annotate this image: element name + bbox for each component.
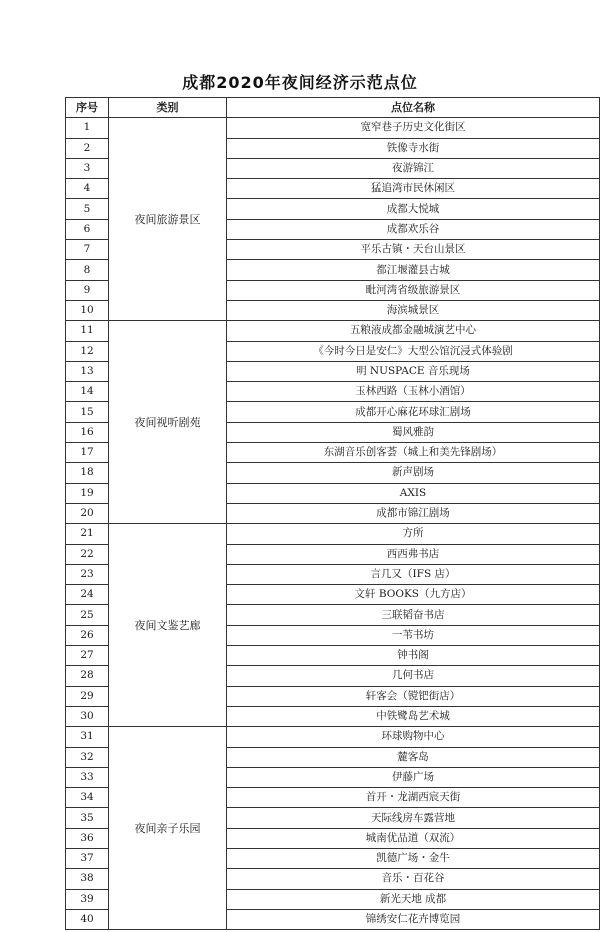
site-name: 言几又（IFS 店） bbox=[227, 564, 600, 584]
row-number: 24 bbox=[66, 585, 109, 605]
site-name: 成都市锦江剧场 bbox=[227, 503, 600, 523]
table-body bbox=[66, 118, 600, 930]
row-number: 23 bbox=[66, 564, 109, 584]
site-name: 音乐・百花谷 bbox=[227, 869, 600, 889]
page-title: 成都2020年夜间经济示范点位 bbox=[182, 73, 418, 92]
row-number: 40 bbox=[66, 909, 109, 929]
site-name: 文轩 BOOKS（九方店） bbox=[227, 585, 600, 605]
row-number: 29 bbox=[66, 686, 109, 706]
row-number: 26 bbox=[66, 625, 109, 645]
site-name: 中铁鹭岛艺术城 bbox=[227, 706, 600, 726]
site-name: 一苇书坊 bbox=[227, 625, 600, 645]
table-row bbox=[66, 321, 600, 341]
category-cell: 夜间视听剧苑 bbox=[109, 321, 227, 524]
row-number: 13 bbox=[66, 361, 109, 381]
row-number: 16 bbox=[66, 422, 109, 442]
row-number: 21 bbox=[66, 524, 109, 544]
row-number: 31 bbox=[66, 727, 109, 747]
site-name: 宽窄巷子历史文化街区 bbox=[227, 118, 600, 138]
site-name: 新光天地 成都 bbox=[227, 889, 600, 909]
site-name: 钟书阁 bbox=[227, 646, 600, 666]
table-header-row bbox=[66, 98, 600, 118]
row-number: 28 bbox=[66, 666, 109, 686]
site-name: 轩客会（镋钯街店） bbox=[227, 686, 600, 706]
site-name: 都江堰灌县古城 bbox=[227, 260, 600, 280]
site-name: 毗河湾省级旅游景区 bbox=[227, 280, 600, 300]
site-name: 海滨城景区 bbox=[227, 300, 600, 320]
row-number: 39 bbox=[66, 889, 109, 909]
site-name: 猛追湾市民休闲区 bbox=[227, 179, 600, 199]
site-name: AXIS bbox=[227, 483, 600, 503]
row-number: 33 bbox=[66, 767, 109, 787]
table-row bbox=[66, 524, 600, 544]
site-name: 伊藤广场 bbox=[227, 767, 600, 787]
site-name: 凯德广场・金牛 bbox=[227, 848, 600, 868]
row-number: 25 bbox=[66, 605, 109, 625]
site-name: 明 NUSPACE 音乐现场 bbox=[227, 361, 600, 381]
site-name: 玉林西路（玉林小酒馆） bbox=[227, 382, 600, 402]
site-name: 成都大悦城 bbox=[227, 199, 600, 219]
row-number: 6 bbox=[66, 219, 109, 239]
row-number: 30 bbox=[66, 706, 109, 726]
site-name: 成都欢乐谷 bbox=[227, 219, 600, 239]
site-name: 蜀风雅韵 bbox=[227, 422, 600, 442]
row-number: 5 bbox=[66, 199, 109, 219]
category-cell: 夜间亲子乐园 bbox=[109, 727, 227, 930]
row-number: 38 bbox=[66, 869, 109, 889]
site-name: 环球购物中心 bbox=[227, 727, 600, 747]
site-name: 铁像寺水街 bbox=[227, 138, 600, 158]
site-name: 《今时今日是安仁》大型公馆沉浸式体验剧 bbox=[227, 341, 600, 361]
site-name: 西西弗书店 bbox=[227, 544, 600, 564]
site-name: 城南优品道（双流） bbox=[227, 828, 600, 848]
row-number: 34 bbox=[66, 788, 109, 808]
site-name: 几何书店 bbox=[227, 666, 600, 686]
site-name: 方所 bbox=[227, 524, 600, 544]
table-row bbox=[66, 118, 600, 138]
row-number: 27 bbox=[66, 646, 109, 666]
row-number: 9 bbox=[66, 280, 109, 300]
table-row bbox=[66, 727, 600, 747]
row-number: 18 bbox=[66, 463, 109, 483]
row-number: 7 bbox=[66, 240, 109, 260]
site-name: 东湖音乐创客荟（城上和美先锋剧场） bbox=[227, 443, 600, 463]
category-cell: 夜间文鉴艺廊 bbox=[109, 524, 227, 727]
row-number: 36 bbox=[66, 828, 109, 848]
site-name: 麓客岛 bbox=[227, 747, 600, 767]
row-number: 1 bbox=[66, 118, 109, 138]
row-number: 3 bbox=[66, 158, 109, 178]
site-name: 新声剧场 bbox=[227, 463, 600, 483]
site-name: 首开・龙湖西宸天街 bbox=[227, 788, 600, 808]
site-name: 成都开心麻花环球汇剧场 bbox=[227, 402, 600, 422]
site-name: 夜游锦江 bbox=[227, 158, 600, 178]
row-number: 8 bbox=[66, 260, 109, 280]
row-number: 32 bbox=[66, 747, 109, 767]
row-number: 15 bbox=[66, 402, 109, 422]
row-number: 2 bbox=[66, 138, 109, 158]
row-number: 14 bbox=[66, 382, 109, 402]
row-number: 4 bbox=[66, 179, 109, 199]
row-number: 20 bbox=[66, 503, 109, 523]
sites-table bbox=[65, 97, 600, 930]
row-number: 12 bbox=[66, 341, 109, 361]
row-number: 11 bbox=[66, 321, 109, 341]
header-no: 序号 bbox=[66, 98, 109, 118]
row-number: 37 bbox=[66, 848, 109, 868]
site-name: 天际线房车露营地 bbox=[227, 808, 600, 828]
row-number: 10 bbox=[66, 300, 109, 320]
category-cell: 夜间旅游景区 bbox=[109, 118, 227, 321]
site-name: 五粮液成都金融城演艺中心 bbox=[227, 321, 600, 341]
row-number: 19 bbox=[66, 483, 109, 503]
site-name: 锦绣安仁花卉博览园 bbox=[227, 909, 600, 929]
header-category: 类别 bbox=[109, 98, 227, 118]
site-name: 平乐古镇・天台山景区 bbox=[227, 240, 600, 260]
row-number: 22 bbox=[66, 544, 109, 564]
row-number: 35 bbox=[66, 808, 109, 828]
row-number: 17 bbox=[66, 443, 109, 463]
header-name: 点位名称 bbox=[227, 98, 600, 118]
site-name: 三联韬奋书店 bbox=[227, 605, 600, 625]
